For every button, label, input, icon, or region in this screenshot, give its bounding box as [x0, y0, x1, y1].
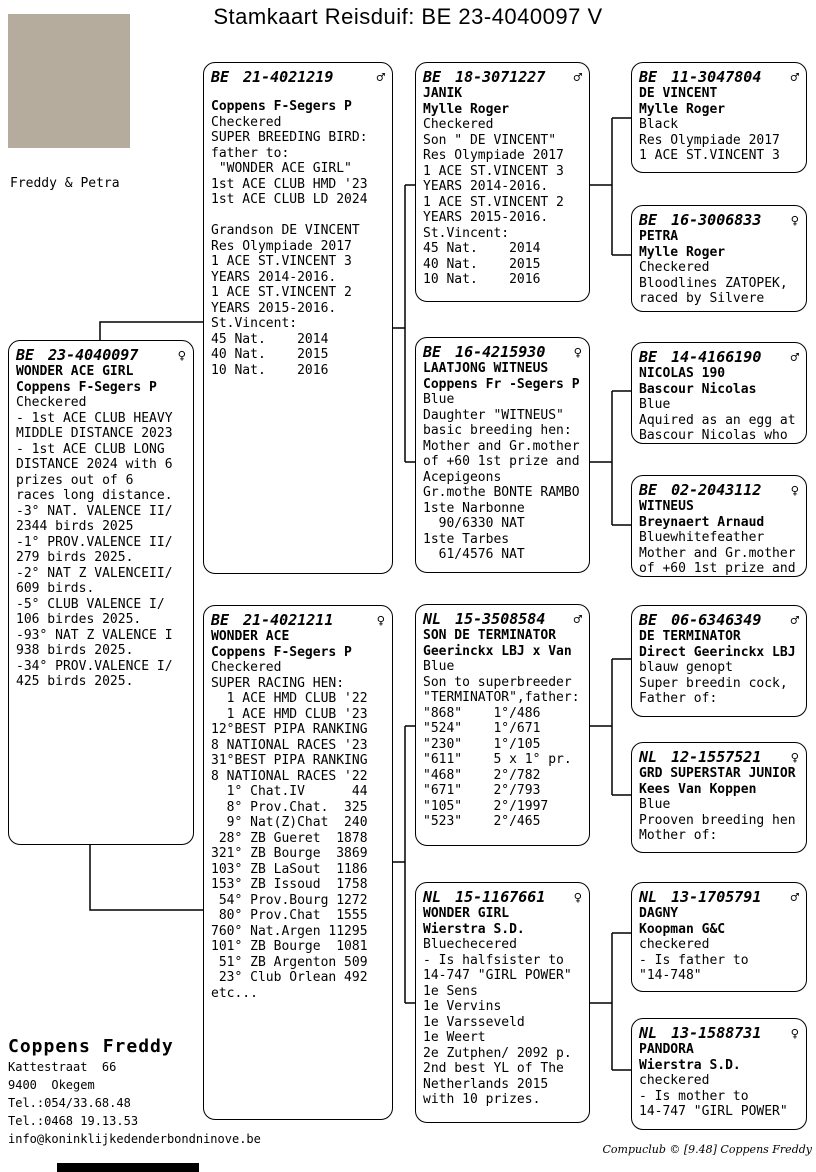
- owner-name: Mylle Roger: [639, 101, 726, 117]
- bird-name: WONDER ACE GIRL: [16, 364, 134, 379]
- box-line: MIDDLE DISTANCE 2023: [16, 426, 173, 441]
- box-line: "468" 2°/782: [423, 767, 541, 783]
- pedigree-box-de-vincent: [631, 62, 807, 173]
- box-line: 2e Zutphen/ 2092 p.: [423, 1045, 572, 1061]
- box-line: 153° ZB Issoud 1758: [211, 877, 368, 892]
- box-line: 1 ACE ST.VINCENT 3: [639, 148, 780, 163]
- box-line: Bluewhitefeather: [639, 530, 765, 545]
- box-line: Res Olympiade 2017: [423, 148, 564, 163]
- ring-country: BE: [16, 346, 35, 364]
- horizontal-scrollbar-thumb[interactable]: [57, 1163, 199, 1172]
- box-line: 1 ACE HMD CLUB '23: [211, 706, 368, 722]
- contact-name: Coppens Freddy: [8, 1036, 174, 1057]
- owner-name: Mylle Roger: [639, 244, 726, 260]
- box-line: 106 birdes 2025.: [16, 612, 142, 627]
- box-line: 609 birds.: [16, 581, 95, 596]
- box-line: SUPER BREEDING BIRD:: [211, 130, 368, 145]
- ring-country: BE: [639, 611, 658, 629]
- box-line: Blue: [639, 397, 671, 412]
- box-line: Bloodlines ZATOPEK,: [639, 275, 788, 291]
- female-sex-icon: ♀: [376, 613, 385, 629]
- box-line: 28° ZB Gueret 1878: [211, 830, 368, 846]
- box-line: Black: [639, 117, 679, 132]
- box-line: Blue: [423, 392, 455, 407]
- box-line: 1 ACE ST.VINCENT 3: [211, 254, 352, 269]
- ring-country: NL: [639, 1024, 658, 1042]
- box-line: Mother and Gr.mother: [423, 438, 580, 454]
- box-line: 40 Nat. 2015: [211, 347, 329, 362]
- ring-number: 14-4166190: [671, 348, 762, 366]
- box-line: Daughter "WITNEUS": [423, 407, 564, 423]
- box-line: 1 ACE ST.VINCENT 2: [211, 285, 352, 300]
- box-line: "14-748": [639, 968, 702, 983]
- ring-number: 21-4021219: [243, 68, 334, 86]
- ring-number: 11-3047804: [671, 68, 762, 86]
- ring-number: 21-4021211: [243, 611, 334, 629]
- box-line: Grandson DE VINCENT: [211, 223, 360, 238]
- ring-header: [16, 346, 186, 364]
- ring-header: [211, 68, 385, 86]
- female-sex-icon: ♀: [177, 348, 186, 364]
- page-title: Stamkaart Reisduif: BE 23-4040097 V: [213, 4, 603, 29]
- pedigree-box-dagny: [631, 882, 807, 992]
- bird-name: LAATJONG WITNEUS: [423, 361, 549, 376]
- ring-header: [639, 481, 799, 499]
- box-line: 8 NATIONAL RACES '22: [211, 768, 368, 784]
- contact-address-line2: 9400 Okegem: [8, 1078, 95, 1092]
- box-line: "671" 2°/793: [423, 783, 541, 798]
- female-sex-icon: ♀: [790, 483, 799, 499]
- box-line: 12°BEST PIPA RANKING: [211, 722, 368, 737]
- box-lines: [639, 530, 799, 577]
- bird-name: JANIK: [423, 86, 463, 101]
- contact-block: [8, 1036, 261, 1148]
- box-line: "868" 1°/486: [423, 705, 541, 721]
- bird-name: WONDER GIRL: [423, 906, 510, 921]
- box-line: -2° NAT Z VALENCEII/: [16, 565, 173, 581]
- ring-country: NL: [639, 748, 658, 766]
- male-sex-icon: ♂: [376, 70, 385, 86]
- pedigree-box-witneus: [631, 475, 807, 577]
- box-line: "523" 2°/465: [423, 814, 541, 829]
- box-lines: [423, 392, 582, 563]
- box-lines: [211, 115, 385, 379]
- ring-country: BE: [639, 211, 658, 229]
- box-line: Gr.mothe BONTE RAMBO: [423, 485, 580, 500]
- software-credit: Compuclub © [9.48] Coppens Freddy: [602, 1143, 812, 1156]
- owner-name: Breynaert Arnaud: [639, 514, 765, 530]
- box-line: [211, 208, 385, 224]
- box-line: 1st ACE CLUB HMD '23: [211, 176, 368, 192]
- box-line: Netherlands 2015: [423, 1076, 549, 1092]
- box-line: Father of:: [639, 691, 718, 706]
- ring-country: NL: [423, 610, 442, 628]
- owner-name: Coppens Fr -Segers P: [423, 376, 580, 392]
- bird-name: DE VINCENT: [639, 86, 718, 101]
- box-line: Acepigeons: [423, 469, 502, 485]
- box-line: 51° ZB Argenton 509: [211, 954, 368, 970]
- ring-header: [639, 211, 799, 229]
- box-lines: [639, 397, 799, 444]
- box-line: Checkered: [211, 660, 282, 675]
- male-sex-icon: ♂: [790, 890, 799, 906]
- ring-number: 13-1588731: [671, 1024, 762, 1042]
- box-line: -1° PROV.VALENCE II/: [16, 534, 173, 550]
- box-line: Blue: [639, 797, 671, 812]
- pedigree-box-petra: [631, 205, 807, 312]
- owner-name: Bascour Nicolas: [639, 381, 757, 397]
- box-line: 938 birds 2025.: [16, 643, 134, 658]
- box-line: Son to superbreeder: [423, 674, 572, 690]
- bird-name: NICOLAS 190: [639, 366, 726, 381]
- ring-number: 12-1557521: [671, 748, 762, 766]
- contact-address-line1: Kattestraat 66: [8, 1060, 117, 1074]
- owner-name: Coppens F-Segers P: [211, 644, 352, 660]
- box-line: 9° Nat(Z)Chat 240: [211, 815, 368, 830]
- owner-name: Wierstra S.D.: [639, 1057, 741, 1073]
- box-line: 1e Vervins: [423, 999, 502, 1014]
- box-lines: [211, 660, 385, 1001]
- female-sex-icon: ♀: [790, 750, 799, 766]
- ring-header: [639, 888, 799, 906]
- box-line: with 10 prizes.: [423, 1092, 541, 1107]
- box-line: Son " DE VINCENT": [423, 132, 557, 148]
- ring-number: 16-4215930: [455, 343, 546, 361]
- pedigree-box-nicolas-190: [631, 342, 807, 444]
- contact-email: info@koninklijkedenderbondninove.be: [8, 1132, 261, 1146]
- ring-header: [211, 611, 385, 629]
- female-sex-icon: ♀: [573, 890, 582, 906]
- box-line: 45 Nat. 2014: [423, 241, 541, 256]
- box-line: of +60 1st prize and: [423, 454, 580, 469]
- box-line: 10 Nat. 2016: [211, 362, 329, 378]
- ring-country: BE: [211, 611, 230, 629]
- box-line: 31°BEST PIPA RANKING: [211, 753, 368, 768]
- box-line: Checkered: [16, 395, 87, 410]
- owner-name: Geerinckx LBJ x Van: [423, 643, 572, 659]
- ring-number: 18-3071227: [455, 68, 546, 86]
- box-line: St.Vincent:: [211, 316, 298, 331]
- box-line: Mother and Gr.mother: [639, 545, 796, 561]
- box-line: 1e Sens: [423, 983, 478, 999]
- ring-number: 16-3006833: [671, 211, 762, 229]
- male-sex-icon: ♂: [790, 613, 799, 629]
- box-line: - Is mother to: [639, 1088, 749, 1104]
- box-line: 1e Varsseveld: [423, 1014, 525, 1030]
- box-line: Res Olympiade 2017: [639, 132, 780, 148]
- bird-name: PANDORA: [639, 1042, 694, 1057]
- box-lines: [16, 395, 186, 690]
- box-line: 90/6330 NAT: [423, 516, 525, 531]
- box-line: etc...: [211, 985, 258, 1001]
- ring-country: BE: [639, 481, 658, 499]
- box-line: prizes out of 6: [16, 472, 134, 488]
- ring-number: 15-1167661: [455, 888, 546, 906]
- box-lines: [639, 660, 799, 707]
- pedigree-box-laatjong-witneus: [415, 337, 590, 573]
- pedigree-box-janik: [415, 62, 590, 302]
- box-line: 101° ZB Bourge 1081: [211, 939, 368, 954]
- box-line: YEARS 2014-2016.: [211, 269, 337, 285]
- box-line: - Is halfsister to: [423, 952, 564, 968]
- ring-country: BE: [423, 343, 442, 361]
- box-line: YEARS 2015-2016.: [423, 210, 549, 225]
- box-lines: [423, 117, 582, 288]
- owner-name: Direct Geerinckx LBJ: [639, 644, 796, 660]
- box-line: -93° NAT Z VALENCE I: [16, 627, 173, 643]
- box-line: Checkered: [211, 114, 282, 130]
- box-line: 45 Nat. 2014: [211, 331, 329, 347]
- ring-number: 15-3508584: [455, 610, 546, 628]
- box-line: 54° Prov.Bourg 1272: [211, 892, 368, 908]
- box-line: Super breedin cock,: [639, 675, 788, 691]
- ring-header: [423, 68, 582, 86]
- box-line: 1° Chat.IV 44: [211, 784, 368, 799]
- ring-number: 13-1705791: [671, 888, 762, 906]
- box-line: races long distance.: [16, 488, 173, 503]
- box-line: Mother of:: [639, 828, 718, 843]
- box-line: - 1st ACE CLUB HEAVY: [16, 410, 173, 426]
- box-line: - 1st ACE CLUB LONG: [16, 441, 165, 457]
- ring-header: [639, 748, 799, 766]
- box-lines: [639, 797, 799, 844]
- box-line: SUPER RACING HEN:: [211, 675, 345, 691]
- box-line: 61/4576 NAT: [423, 547, 525, 562]
- bird-name: DAGNY: [639, 906, 679, 921]
- contact-phone-1: Tel.:054/33.68.48: [8, 1096, 131, 1110]
- ring-header: [423, 610, 582, 628]
- pedigree-box-subject: [8, 340, 194, 845]
- box-line: 279 birds 2025.: [16, 550, 134, 565]
- ring-header: [639, 348, 799, 366]
- box-lines: [639, 117, 799, 164]
- box-line: "WONDER ACE GIRL": [211, 161, 352, 176]
- bird-name: WITNEUS: [639, 499, 694, 514]
- box-line: father to:: [211, 145, 290, 161]
- female-sex-icon: ♀: [790, 213, 799, 229]
- box-line: 1st ACE CLUB LD 2024: [211, 192, 368, 207]
- pedigree-box-wonder-girl: [415, 882, 590, 1123]
- pedigree-box-grd-superstar-junior: [631, 742, 807, 853]
- owner-name: Wierstra S.D.: [423, 921, 525, 937]
- box-line: "524" 1°/671: [423, 721, 541, 736]
- box-line: 40 Nat. 2015: [423, 256, 541, 272]
- owner-name: Coppens F-Segers P: [211, 99, 352, 114]
- ring-country: BE: [211, 68, 230, 86]
- pedigree-box-de-terminator: [631, 605, 807, 717]
- box-line: 2344 birds 2025: [16, 519, 134, 534]
- bird-name: SON DE TERMINATOR: [423, 628, 557, 643]
- box-line: 760° Nat.Argen 11295: [211, 923, 368, 939]
- box-line: 14-747 "GIRL POWER": [423, 968, 572, 983]
- owner-name: Kees Van Koppen: [639, 781, 757, 797]
- owner-name: Mylle Roger: [423, 101, 510, 117]
- box-line: 103° ZB LaSout 1186: [211, 861, 368, 877]
- box-line: Blue: [423, 659, 455, 674]
- box-line: Aquired as an egg at: [639, 412, 796, 428]
- box-line: checkered: [639, 937, 710, 952]
- box-line: 1ste Narbonne: [423, 500, 525, 516]
- ring-header: [423, 343, 582, 361]
- box-line: "105" 2°/1997: [423, 798, 549, 814]
- box-line: Checkered: [639, 260, 710, 275]
- bird-name: GRD SUPERSTAR JUNIOR: [639, 766, 796, 781]
- box-line: 321° ZB Bourge 3869: [211, 846, 368, 861]
- box-line: 1 ACE HMD CLUB '22: [211, 691, 368, 706]
- contact-phone-2: Tel.:0468 19.13.53: [8, 1114, 139, 1128]
- box-line: 1e Weert: [423, 1030, 486, 1045]
- box-lines: [423, 659, 582, 830]
- box-line: 8 NATIONAL RACES '23: [211, 737, 368, 753]
- owner-name: Coppens F-Segers P: [16, 379, 157, 395]
- bird-name: DE TERMINATOR: [639, 629, 741, 644]
- box-line: Prooven breeding hen: [639, 812, 796, 828]
- photo-freddy-petra: [8, 14, 130, 148]
- box-line: -34° PROV.VALENCE I/: [16, 658, 173, 674]
- box-line: checkered: [639, 1073, 710, 1088]
- box-line: raced by Silvere: [639, 291, 765, 306]
- pedigree-box-pandora: [631, 1018, 807, 1130]
- box-line: DISTANCE 2024 with 6: [16, 457, 173, 472]
- ring-country: BE: [639, 68, 658, 86]
- box-lines: [639, 937, 799, 984]
- female-sex-icon: ♀: [790, 1026, 799, 1042]
- female-sex-icon: ♀: [573, 345, 582, 361]
- ring-country: BE: [423, 68, 442, 86]
- box-line: 10 Nat. 2016: [423, 272, 541, 287]
- box-line: blauw genopt: [639, 660, 733, 675]
- box-line: 1 ACE ST.VINCENT 3: [423, 163, 564, 179]
- box-lines: [639, 1073, 799, 1120]
- box-line: 23° Club Orlean 492: [211, 970, 368, 985]
- box-line: - Is father to: [639, 952, 749, 968]
- ring-number: 02-2043112: [671, 481, 762, 499]
- owner-name: Koopman G&C: [639, 921, 726, 937]
- ring-country: NL: [639, 888, 658, 906]
- ring-header: [639, 1024, 799, 1042]
- box-line: 1ste Tarbes: [423, 531, 510, 547]
- box-lines: [423, 937, 582, 1108]
- male-sex-icon: ♂: [790, 350, 799, 366]
- box-line: St.Vincent:: [423, 225, 510, 241]
- box-line: YEARS 2015-2016.: [211, 300, 337, 316]
- ring-header: [423, 888, 582, 906]
- box-line: Checkered: [423, 117, 494, 132]
- pedigree-box-son-de-terminator: [415, 604, 590, 846]
- box-line: 80° Prov.Chat 1555: [211, 908, 368, 923]
- box-line: -5° CLUB VALENCE I/: [16, 596, 165, 612]
- box-line: basic breeding hen:: [423, 423, 572, 438]
- ring-header: [639, 68, 799, 86]
- ring-header: [639, 611, 799, 629]
- ring-country: NL: [423, 888, 442, 906]
- box-line: Bluechecered: [423, 937, 517, 952]
- ring-number: 06-6346349: [671, 611, 762, 629]
- pedigree-box-sire: [203, 62, 393, 574]
- box-line: 8° Prov.Chat. 325: [211, 799, 368, 815]
- photo-caption: Freddy & Petra: [10, 176, 120, 191]
- box-line: Bascour Nicolas who: [639, 428, 788, 443]
- box-line: 1 ACE ST.VINCENT 2: [423, 194, 564, 210]
- box-line: of +60 1st prize and: [639, 561, 796, 576]
- box-line: 425 birds 2025.: [16, 674, 134, 689]
- bird-name: WONDER ACE: [211, 629, 290, 644]
- box-line: -3° NAT. VALENCE II/: [16, 503, 173, 519]
- male-sex-icon: ♂: [790, 70, 799, 86]
- box-line: 2nd best YL of The: [423, 1061, 564, 1076]
- box-line: "611" 5 x 1° pr.: [423, 752, 572, 767]
- ring-number: 23-4040097: [48, 346, 139, 364]
- ring-country: BE: [639, 348, 658, 366]
- box-line: YEARS 2014-2016.: [423, 179, 549, 194]
- box-line: 14-747 "GIRL POWER": [639, 1104, 788, 1119]
- male-sex-icon: ♂: [573, 70, 582, 86]
- box-line: "230" 1°/105: [423, 736, 541, 752]
- bird-name: PETRA: [639, 229, 679, 244]
- box-lines: [639, 260, 799, 307]
- male-sex-icon: ♂: [573, 612, 582, 628]
- box-line: "TERMINATOR",father:: [423, 690, 580, 705]
- box-line: Res Olympiade 2017: [211, 238, 352, 254]
